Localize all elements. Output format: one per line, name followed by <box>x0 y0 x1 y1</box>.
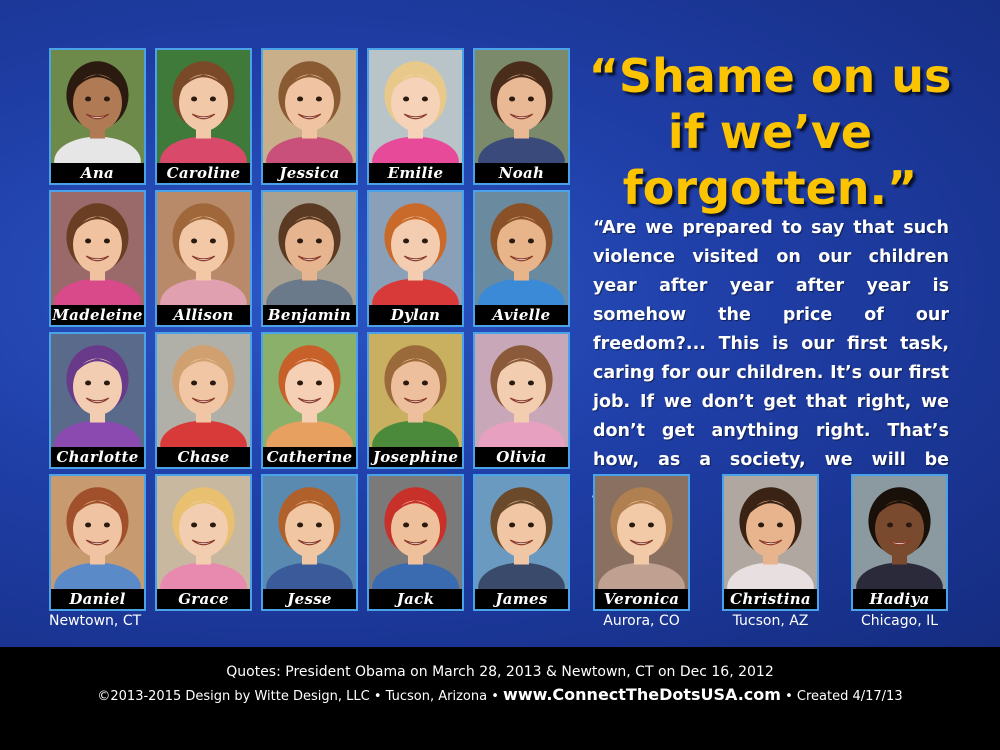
name-caption: Noah <box>475 163 568 183</box>
portrait-frame <box>369 476 462 589</box>
portrait-tile <box>367 48 464 185</box>
portrait-photo <box>51 476 144 589</box>
portrait-tile <box>49 474 146 611</box>
portrait-frame <box>157 50 250 163</box>
footer <box>0 647 1000 750</box>
portrait-frame <box>263 334 356 447</box>
portrait-frame <box>724 476 817 589</box>
portrait-tile <box>155 332 252 469</box>
location-label: Tucson, AZ <box>732 613 809 629</box>
portrait-frame <box>51 476 144 589</box>
portrait-tile <box>367 190 464 327</box>
portrait-photo <box>853 476 946 589</box>
portrait-tile <box>155 474 252 611</box>
portrait-photo <box>369 192 462 305</box>
name-caption: Veronica <box>595 589 688 609</box>
city-text: Tucson, Arizona <box>385 689 488 704</box>
portrait-photo <box>475 50 568 163</box>
name-caption: Catherine <box>263 447 356 467</box>
portrait-photo <box>263 50 356 163</box>
portrait-photo <box>475 476 568 589</box>
portrait-photo <box>157 50 250 163</box>
portrait-tile <box>593 474 690 611</box>
portrait-photo <box>369 334 462 447</box>
portrait-frame <box>369 334 462 447</box>
location-label: Aurora, CO <box>603 613 680 629</box>
portrait-photo <box>475 334 568 447</box>
portrait-photo <box>263 192 356 305</box>
portrait-frame <box>51 334 144 447</box>
portrait-photo <box>157 192 250 305</box>
separator: • <box>785 689 793 704</box>
portrait-tile <box>473 48 570 185</box>
portrait-photo <box>51 50 144 163</box>
portrait-tile <box>49 190 146 327</box>
name-caption: Christina <box>724 589 817 609</box>
portrait-frame <box>369 50 462 163</box>
location-label: Chicago, IL <box>860 613 939 629</box>
name-caption: Allison <box>157 305 250 325</box>
copyright-text: ©2013-2015 Design by Witte Design, LLC <box>97 689 370 704</box>
portrait-tile <box>155 48 252 185</box>
portrait-frame <box>369 192 462 305</box>
portrait-tile <box>261 474 358 611</box>
portrait-photo <box>157 334 250 447</box>
name-caption: Chase <box>157 447 250 467</box>
portrait-tile <box>261 332 358 469</box>
portrait-tile <box>261 190 358 327</box>
portrait-frame <box>157 192 250 305</box>
name-caption: Olivia <box>475 447 568 467</box>
name-caption: Grace <box>157 589 250 609</box>
portrait-tile <box>473 332 570 469</box>
portrait-frame <box>853 476 946 589</box>
portrait-frame <box>263 50 356 163</box>
portrait-photo <box>724 476 817 589</box>
headline: “Shame on us if we’ve forgotten.” <box>588 49 952 215</box>
name-caption: Jack <box>369 589 462 609</box>
name-caption: Jessica <box>263 163 356 183</box>
portrait-photo <box>263 476 356 589</box>
name-caption: Benjamin <box>263 305 356 325</box>
name-caption: Madeleine <box>52 306 143 324</box>
obama-quote: “Are we prepared to say that such violence visited on our children year after year after year is somehow the price of our freedom?... This is our first task, caring for our children. It’s our first job. If we don’t get that right, we don’t get anything right. That’s how, as a society, we will be <box>593 218 949 470</box>
portrait-frame <box>475 334 568 447</box>
portrait-photo <box>51 192 144 305</box>
portrait-photo <box>369 50 462 163</box>
name-caption: Jesse <box>263 589 356 609</box>
created-date: Created 4/17/13 <box>796 689 903 704</box>
portrait-tile <box>722 474 819 611</box>
portrait-photo <box>595 476 688 589</box>
portrait-frame <box>157 476 250 589</box>
portrait-frame <box>475 476 568 589</box>
portrait-tile <box>261 48 358 185</box>
name-caption: Dylan <box>369 305 462 325</box>
portrait-frame <box>595 476 688 589</box>
portrait-tile <box>367 474 464 611</box>
portrait-frame <box>157 334 250 447</box>
name-caption: Ana <box>51 163 144 183</box>
name-caption: Hadiya <box>853 589 946 609</box>
name-caption: Avielle <box>475 305 568 325</box>
newtown-portrait-grid <box>49 48 575 611</box>
portrait-tile <box>851 474 948 611</box>
portrait-photo <box>51 334 144 447</box>
portrait-photo <box>475 192 568 305</box>
portrait-frame <box>51 192 144 305</box>
portrait-tile <box>49 48 146 185</box>
portrait-frame <box>263 192 356 305</box>
portrait-frame <box>51 50 144 163</box>
newtown-location-label: Newtown, CT <box>49 613 142 629</box>
portrait-tile <box>49 332 146 469</box>
portrait-tile <box>473 190 570 327</box>
portrait-tile <box>155 190 252 327</box>
portrait-photo <box>263 334 356 447</box>
portrait-tile <box>367 332 464 469</box>
portrait-frame <box>475 50 568 163</box>
website-link[interactable]: www.ConnectTheDotsUSA.com <box>503 685 781 704</box>
name-caption: Charlotte <box>51 447 144 467</box>
name-caption: James <box>475 589 568 609</box>
portrait-tile <box>473 474 570 611</box>
separator: • <box>373 689 382 704</box>
portrait-frame <box>263 476 356 589</box>
credits-line <box>0 685 1000 704</box>
name-caption: Caroline <box>157 163 250 183</box>
portrait-photo <box>157 476 250 589</box>
name-caption: Josephine <box>369 447 462 467</box>
portrait-photo <box>369 476 462 589</box>
quotes-credit: Quotes: President Obama on March 28, 2013 & Newtown, CT on Dec 16, 2012 <box>226 664 774 680</box>
portrait-frame <box>475 192 568 305</box>
name-caption: Daniel <box>51 589 144 609</box>
name-caption: Emilie <box>369 163 462 183</box>
separator: • <box>491 689 499 704</box>
